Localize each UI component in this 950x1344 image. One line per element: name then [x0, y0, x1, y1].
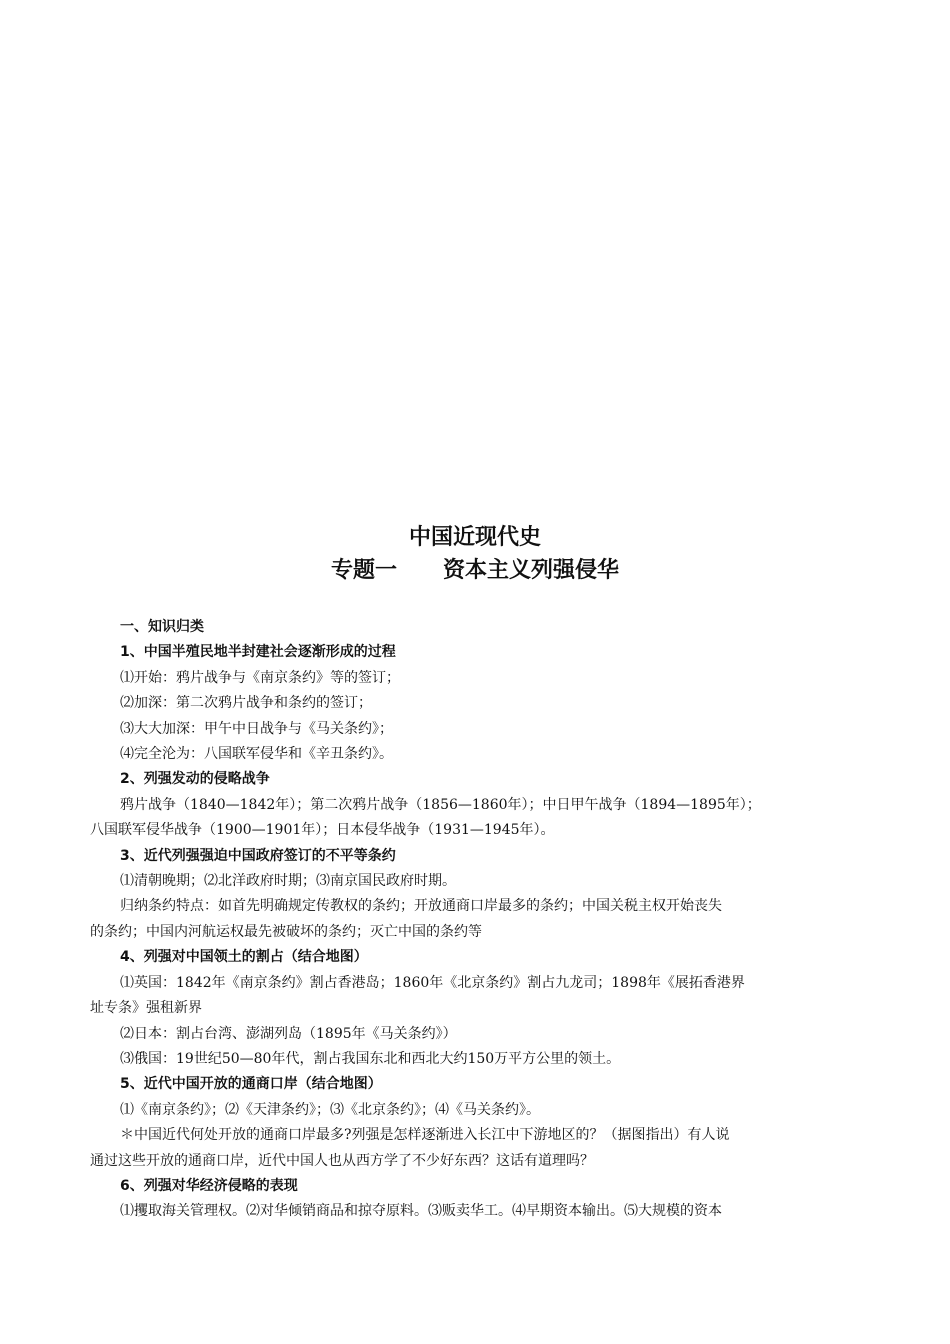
point-4-line-1: ⑵日本：割占台湾、澎湖列岛（1895年《马关条约》）: [120, 1025, 457, 1042]
title-block: [0, 522, 950, 588]
point-4-para-line-1: ⑴英国：1842年《南京条约》割占香港岛；1860年《北京条约》割占九龙司；1898年《展拓香港界: [120, 974, 745, 991]
point-1-line-2: ⑵加深：第二次鸦片战争和条约的签订；: [120, 695, 372, 712]
point-3-para-line-1: 归纳条约特点：如首先明确规定传教权的条约；开放通商口岸最多的条约；中国关税主权开始丧失: [120, 898, 722, 915]
point-5-line: ⑴《南京条约》；⑵《天津条约》；⑶《北京条约》；⑷《马关条约》。: [120, 1101, 540, 1118]
point-5-para-line-1: ＊中国近代何处开放的通商口岸最多?列强是怎样逐渐进入长江中下游地区的？（据图指出）有人说: [120, 1127, 730, 1144]
point-3-heading: 3、近代列强强迫中国政府签订的不平等条约: [120, 847, 396, 864]
point-2-para-line-1: 鸦片战争（1840—1842年）；第二次鸦片战争（1856—1860年）；中日甲午战争（1894—1895年）；: [120, 796, 761, 813]
document-body: [90, 615, 862, 1225]
point-2-para-line-2: 八国联军侵华战争（1900—1901年）；日本侵华战争（1931—1945年）。: [90, 822, 555, 839]
point-2-heading: 2、列强发动的侵略战争: [120, 771, 270, 788]
point-3-para-line-2: 的条约；中国内河航运权最先被破坏的条约；灭亡中国的条约等: [90, 923, 482, 940]
document-title: 中国近现代史: [408, 525, 541, 550]
point-6-line: ⑴攫取海关管理权。⑵对华倾销商品和掠夺原料。⑶贩卖华工。⑷早期资本输出。⑸大规模的资本: [120, 1203, 722, 1220]
point-3-line: ⑴清朝晚期；⑵北洋政府时期；⑶南京国民政府时期。: [120, 873, 456, 890]
point-4-line-2: ⑶俄国：19世纪50—80年代，割占我国东北和西北大约150万平方公里的领土。: [120, 1050, 621, 1067]
section-heading: 一、知识归类: [120, 619, 204, 635]
point-1-line-4: ⑷完全沦为：八国联军侵华和《辛丑条约》。: [120, 746, 393, 763]
point-4-heading: 4、列强对中国领土的割占（结合地图）: [120, 949, 368, 966]
point-1-line-3: ⑶大大加深：甲午中日战争与《马关条约》；: [120, 720, 393, 737]
point-1-heading: 1、中国半殖民地半封建社会逐渐形成的过程: [120, 644, 396, 661]
point-5-heading: 5、近代中国开放的通商口岸（结合地图）: [120, 1076, 382, 1093]
point-6-heading: 6、列强对华经济侵略的表现: [120, 1177, 298, 1194]
point-1-line-1: ⑴开始：鸦片战争与《南京条约》等的签订；: [120, 669, 400, 686]
point-5-para-line-2: 通过这些开放的通商口岸，近代中国人也从西方学了不少好东西？这话有道理吗？: [90, 1152, 594, 1169]
point-4-para-line-2: 址专条》强租新界: [90, 1000, 202, 1017]
document-subtitle: 专题一 资本主义列强侵华: [331, 558, 619, 583]
